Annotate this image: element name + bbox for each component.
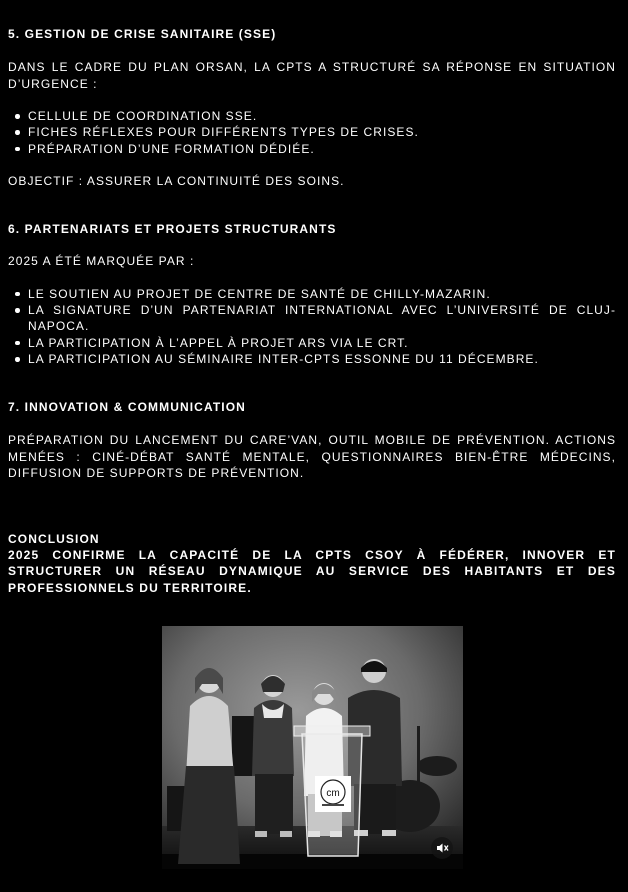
section-6-intro: 2025 A ÉTÉ MARQUÉE PAR :: [8, 254, 195, 269]
section-7-heading: 7. INNOVATION & COMMUNICATION: [8, 400, 246, 415]
mute-button[interactable]: [431, 837, 453, 859]
section-7-text: PRÉPARATION DU LANCEMENT DU CARE’VAN, OUTIL MOBILE DE PRÉVENTION. ACTIONS MENÉES : CINÉ-DÉBAT SANTÉ MENTALE, QUESTIONNAIRES BIEN-ÊTRE MÉDECINS, DIFFUSION DE SUPPORTS DE PRÉVENTION.: [8, 433, 616, 481]
list-item: CELLULE DE COORDINATION SSE.: [8, 108, 616, 124]
list-item: LE SOUTIEN AU PROJET DE CENTRE DE SANTÉ DE CHILLY-MAZARIN.: [8, 286, 616, 302]
bullet-icon: [15, 147, 20, 152]
list-item: PRÉPARATION D’UNE FORMATION DÉDIÉE.: [8, 141, 616, 157]
bullet-icon: [15, 357, 20, 362]
section-5-objective: OBJECTIF : ASSURER LA CONTINUITÉ DES SOINS.: [8, 173, 345, 188]
conclusion-heading: CONCLUSION: [8, 531, 100, 546]
list-item: LA PARTICIPATION À L’APPEL À PROJET ARS VIA LE CRT.: [8, 335, 616, 351]
list-item: LA SIGNATURE D’UN PARTENARIAT INTERNATIONAL AVEC L’UNIVERSITÉ DE CLUJ-NAPOCA.: [8, 302, 616, 335]
group-photo-illustration: [162, 626, 463, 869]
document-page: [8, 26, 616, 596]
speaker-muted-icon: [431, 837, 453, 859]
list-item: FICHES RÉFLEXES POUR DIFFÉRENTS TYPES DE CRISES.: [8, 124, 616, 140]
section-5-list: [8, 108, 616, 157]
bullet-icon: [15, 308, 20, 313]
bullet-icon: [15, 292, 20, 297]
section-5-intro: DANS LE CADRE DU PLAN ORSAN, LA CPTS A STRUCTURÉ SA RÉPONSE EN SITUATION D’URGENCE :: [8, 60, 616, 91]
section-5-heading: 5. GESTION DE CRISE SANITAIRE (SSE): [8, 27, 277, 41]
conclusion-text: 2025 CONFIRME LA CAPACITÉ DE LA CPTS CSOY À FÉDÉRER, INNOVER ET STRUCTURER UN RÉSEAU DYNAMIQUE AU SERVICE DES HABITANTS ET DES PROFESSIONNELS DU TERRITOIRE.: [8, 547, 616, 595]
bullet-icon: [15, 114, 20, 119]
section-6-heading: 6. PARTENARIATS ET PROJETS STRUCTURANTS: [8, 222, 337, 237]
section-6-list: [8, 286, 616, 367]
list-item: LA PARTICIPATION AU SÉMINAIRE INTER-CPTS ESSONNE DU 11 DÉCEMBRE.: [8, 351, 616, 367]
bullet-icon: [15, 130, 20, 135]
bullet-icon: [15, 341, 20, 346]
podium-logo-text: cm: [326, 788, 340, 799]
event-photo: [162, 626, 463, 869]
